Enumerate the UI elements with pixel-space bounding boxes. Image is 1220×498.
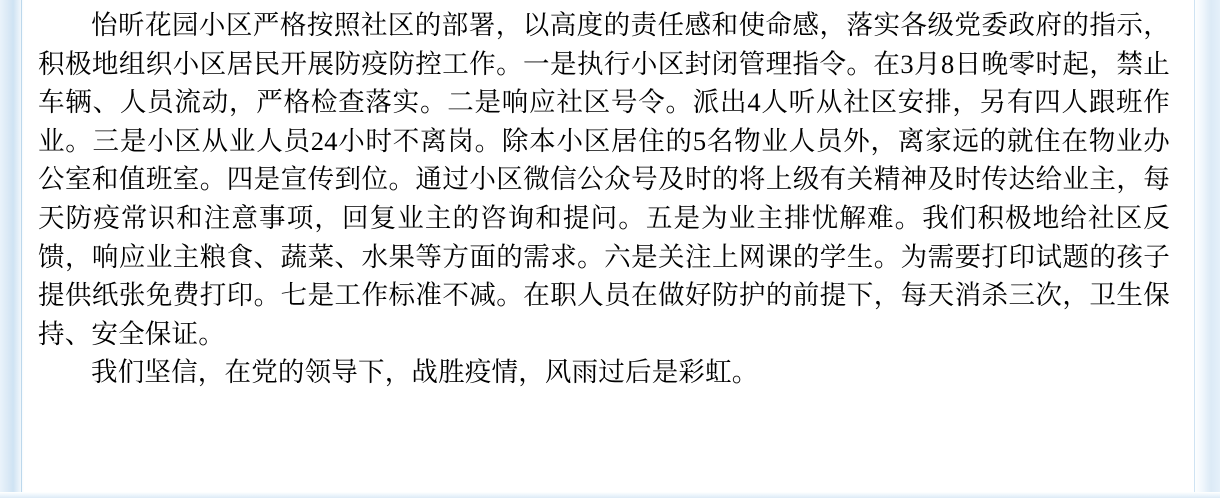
page-right-border-line <box>1194 0 1195 498</box>
page-right-edge-shadow <box>1194 0 1220 498</box>
page-bottom-edge-shadow <box>0 492 1220 498</box>
document-text-body <box>38 6 1170 392</box>
page-left-border-line <box>21 0 22 498</box>
paragraph-1: 怡昕花园小区严格按照社区的部署，以高度的责任感和使命感，落实各级党委政府的指示，积极地组织小区居民开展防疫防控工作。一是执行小区封闭管理指令。在3月8日晚零时起，禁止车辆、人员流动，严格检查落实。二是响应社区号令。派出4人听从社区安排，另有四人跟班作业。三是小区从业人员24小时不离岗。除本小区居住的5名物业人员外，离家远的就住在物业办公室和值班室。四是宣传到位。通过小区微信公众号及时的将上级有关精神及时传达给业主，每天防疫常识和注意事项，回复业主的咨询和提问。五是为业主排忧解难。我们积极地给社区反馈，响应业主粮食、蔬菜、水果等方面的需求。六是关注上网课的学生。为需要打印试题的孩子提供纸张免费打印。七是工作标准不减。在职人员在做好防护的前提下，每天消杀三次，卫生保持、安全保证。 <box>38 10 1170 349</box>
paragraph-2: 我们坚信，在党的领导下，战胜疫情，风雨过后是彩虹。 <box>91 357 759 388</box>
